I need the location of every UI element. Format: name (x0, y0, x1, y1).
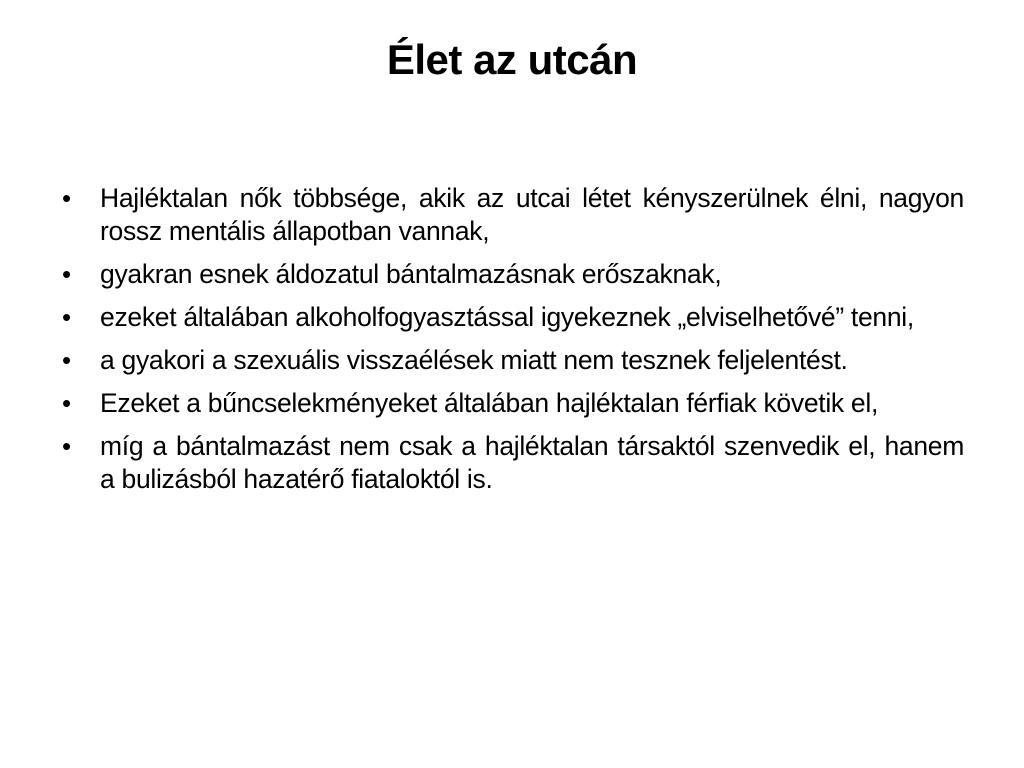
bullet-list (62, 182, 964, 506)
bullet-text: Ezeket a bűncselekményeket általában hajléktalan férfiak követik el, (100, 388, 879, 418)
bullet-item (62, 387, 964, 420)
bullet-dot-icon: • (62, 302, 71, 332)
bullet-item (62, 430, 964, 496)
bullet-text: ezeket általában alkoholfogyasztással igyekeznek „elviselhetővé” tenni, (100, 302, 914, 332)
bullet-dot-icon: • (62, 431, 71, 461)
bullet-item (62, 301, 964, 334)
bullet-text: míg a bántalmazást nem csak a hajléktalan társaktól szenvedik el, hanem a bulizásból hazatérő fiataloktól is. (100, 431, 964, 494)
bullet-item (62, 344, 964, 377)
bullet-dot-icon: • (62, 388, 71, 418)
bullet-item (62, 258, 964, 291)
bullet-text: a gyakori a szexuális visszaélések miatt nem tesznek feljelentést. (100, 345, 848, 375)
bullet-item (62, 182, 964, 248)
bullet-dot-icon: • (62, 259, 71, 289)
bullet-dot-icon: • (62, 183, 71, 213)
slide-title: Élet az utcán (386, 36, 638, 83)
bullet-dot-icon: • (62, 345, 71, 375)
bullet-text: Hajléktalan nők többsége, akik az utcai létet kényszerülnek élni, nagyon rossz mentális állapotban vannak, (100, 183, 964, 246)
bullet-text: gyakran esnek áldozatul bántalmazásnak erőszaknak, (100, 259, 722, 289)
